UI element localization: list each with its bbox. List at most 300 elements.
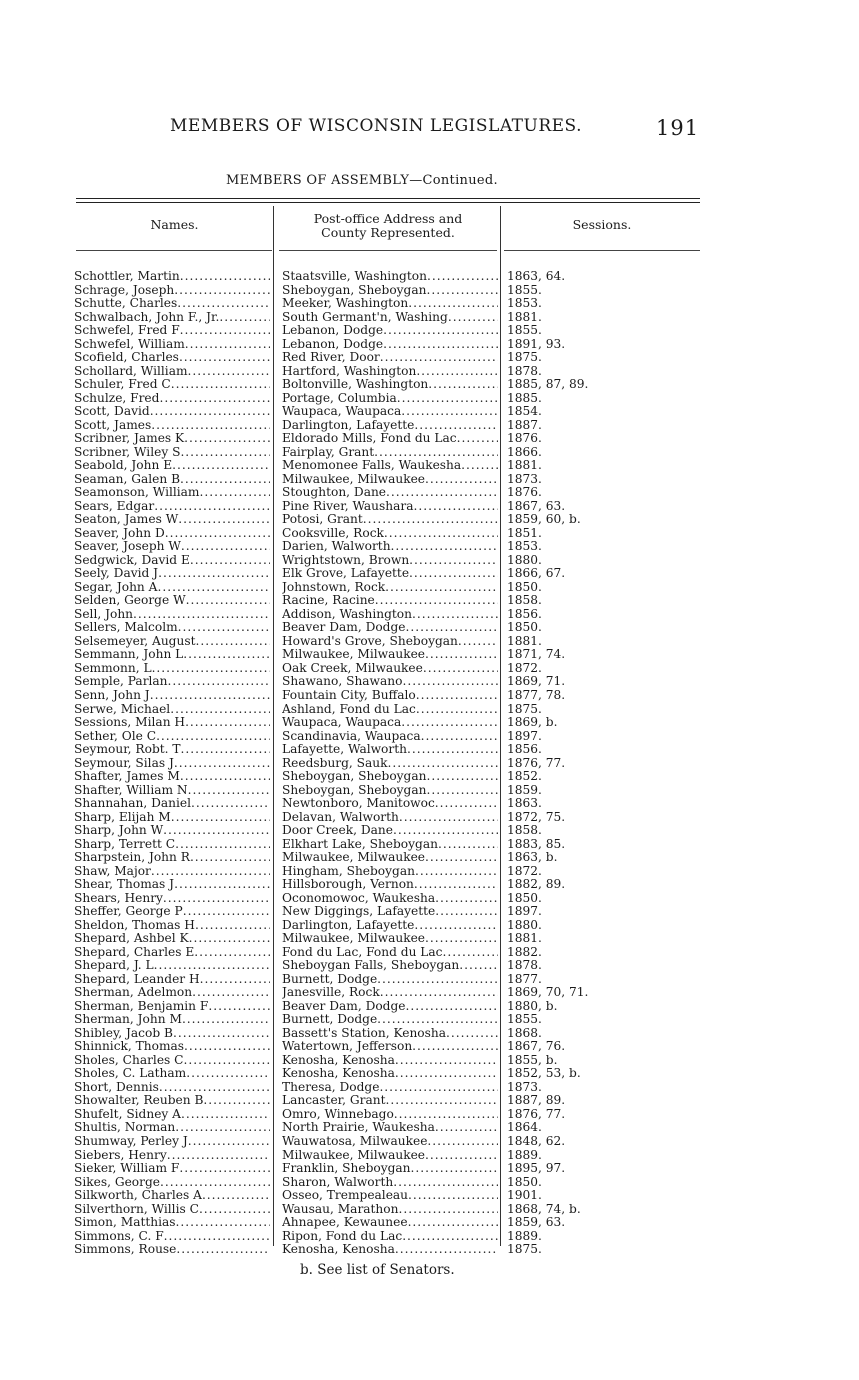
member-address: Milwaukee, Milwaukee ..... — [282, 473, 498, 487]
member-address: Janesville, Rock ..... — [282, 986, 498, 1000]
member-name: Shepard, Leander H ..... — [74, 973, 270, 987]
table-row — [74, 1013, 704, 1027]
member-address: South Germant'n, Washing ..... — [282, 311, 498, 325]
member-sessions: 1895, 97. — [507, 1162, 566, 1176]
member-sessions: 1876. — [507, 432, 542, 446]
member-name: Senn, John J ..... — [74, 689, 270, 703]
table-row — [74, 297, 704, 311]
member-address: Franklin, Sheboygan ..... — [282, 1162, 498, 1176]
member-address: Ahnapee, Kewaunee ..... — [282, 1216, 498, 1230]
member-name: Shaw, Major ..... — [74, 865, 270, 879]
table-row — [74, 473, 704, 487]
header-underline-names — [76, 250, 272, 251]
page-number: 191 — [656, 116, 700, 140]
member-sessions: 1877, 78. — [507, 688, 566, 702]
member-name: Sheldon, Thomas H ..... — [74, 919, 270, 933]
table-row — [74, 378, 704, 392]
table-row — [74, 824, 704, 838]
member-address: Elk Grove, Lafayette ..... — [282, 567, 498, 581]
table-row — [74, 675, 704, 689]
member-address: Waupaca, Waupaca ..... — [282, 405, 498, 419]
member-name: Schuler, Fred C ..... — [74, 378, 270, 392]
member-address: Hillsborough, Vernon ..... — [282, 878, 498, 892]
member-name: Sessions, Milan H ..... — [74, 716, 270, 730]
member-address: Osseo, Trempealeau ..... — [282, 1189, 498, 1203]
member-sessions: 1848, 62. — [507, 1135, 566, 1148]
member-name: Seaver, John D ..... — [74, 527, 270, 541]
member-address: Kenosha, Kenosha ..... — [282, 1067, 498, 1081]
member-name: Sellers, Malcolm ..... — [74, 621, 270, 635]
member-sessions: 1850. — [507, 891, 542, 905]
member-name: Sedgwick, David E ..... — [74, 554, 270, 568]
table-row — [74, 1230, 704, 1244]
member-sessions: 1863, b. — [507, 851, 558, 865]
member-sessions: 1855, b. — [507, 1053, 558, 1067]
member-address: Boltonville, Washington ..... — [282, 378, 498, 392]
member-address: Racine, Racine ..... — [282, 594, 498, 608]
table-row — [74, 1162, 704, 1176]
member-name: Semple, Parlan ..... — [74, 675, 270, 689]
member-address: Addison, Washington ..... — [282, 608, 498, 622]
table-subtitle: MEMBERS OF ASSEMBLY—Continued. — [226, 173, 498, 188]
member-sessions: 1866. — [507, 445, 542, 459]
table-row — [74, 865, 704, 879]
member-sessions: 1856. — [507, 607, 542, 621]
member-name: Seaver, Joseph W ..... — [74, 540, 270, 554]
table-row — [74, 270, 704, 284]
member-name: Shufelt, Sidney A ..... — [74, 1108, 270, 1122]
table-row — [74, 500, 704, 514]
member-address: Red River, Door ..... — [282, 351, 498, 365]
header-underline-sessions — [504, 250, 700, 251]
member-sessions: 1876. — [507, 486, 542, 500]
member-name: Shumway, Perley J ..... — [74, 1135, 270, 1149]
member-name: Shepard, J. L ..... — [74, 959, 270, 973]
member-name: Shears, Henry ..... — [74, 892, 270, 906]
table-row — [74, 459, 704, 473]
member-sessions: 1889. — [507, 1148, 542, 1162]
table-row — [74, 946, 704, 960]
member-address: Lebanon, Dodge ..... — [282, 324, 498, 338]
table-row — [74, 784, 704, 798]
member-address: Burnett, Dodge ..... — [282, 1013, 498, 1027]
table-row — [74, 621, 704, 635]
table-row — [74, 811, 704, 825]
table-row — [74, 1135, 704, 1149]
column-header-address — [278, 212, 498, 240]
member-sessions: 1875. — [507, 1243, 542, 1257]
table-row — [74, 486, 704, 500]
member-name: Schwefel, Fred F ..... — [74, 324, 270, 338]
table-row — [74, 919, 704, 933]
member-sessions: 1863. — [507, 797, 542, 811]
member-name: Shultis, Norman ..... — [74, 1121, 270, 1135]
table-row — [74, 1081, 704, 1095]
member-name: Sharpstein, John R ..... — [74, 851, 270, 865]
member-sessions: 1877. — [507, 972, 542, 986]
member-sessions: 1887. — [507, 418, 542, 432]
member-name: Selden, George W ..... — [74, 594, 270, 608]
member-sessions: 1871, 74. — [507, 648, 566, 662]
member-address: Ashland, Fond du Lac ..... — [282, 703, 498, 717]
member-name: Schutte, Charles ..... — [74, 297, 270, 311]
member-name: Segar, John A ..... — [74, 581, 270, 595]
table-row — [74, 851, 704, 865]
member-address: Reedsburg, Sauk ..... — [282, 757, 498, 771]
member-address: Lebanon, Dodge ..... — [282, 338, 498, 352]
table-row — [74, 554, 704, 568]
member-sessions: 1869, b. — [507, 716, 558, 730]
member-name: Showalter, Reuben B ..... — [74, 1094, 270, 1108]
table-row — [74, 662, 704, 676]
member-address: Darien, Walworth ..... — [282, 540, 498, 554]
member-sessions: 1878. — [507, 364, 542, 378]
member-sessions: 1867, 63. — [507, 499, 566, 513]
table-row — [74, 892, 704, 906]
member-name: Scofield, Charles ..... — [74, 351, 270, 365]
header-rule-bottom — [76, 202, 700, 203]
table-row — [74, 743, 704, 757]
member-name: Semmonn, L ..... — [74, 662, 270, 676]
member-name: Sharp, John W ..... — [74, 824, 270, 838]
member-name: Semmann, John L ..... — [74, 648, 270, 662]
member-name: Seabold, John E ..... — [74, 459, 270, 473]
member-name: Shinnick, Thomas ..... — [74, 1040, 270, 1054]
table-row — [74, 973, 704, 987]
table-row — [74, 838, 704, 852]
table-row — [74, 1000, 704, 1014]
member-address: Sheboygan, Sheboygan ..... — [282, 284, 498, 298]
member-sessions: 1876, 77. — [507, 1107, 566, 1121]
member-sessions: 1881. — [507, 310, 542, 324]
table-row — [74, 513, 704, 527]
table-row — [74, 419, 704, 433]
member-sessions: 1855. — [507, 283, 542, 297]
member-address: Oconomowoc, Waukesha ..... — [282, 892, 498, 906]
member-sessions: 1875. — [507, 702, 542, 716]
table-row — [74, 324, 704, 338]
member-name: Seamonson, William ..... — [74, 486, 270, 500]
table-row — [74, 1243, 704, 1257]
member-address: Sheboygan, Sheboygan ..... — [282, 784, 498, 798]
table-row — [74, 1094, 704, 1108]
member-address: Oak Creek, Milwaukee ..... — [282, 662, 498, 676]
table-row — [74, 689, 704, 703]
member-sessions: 1854. — [507, 405, 542, 419]
member-address: Eldorado Mills, Fond du Lac ..... — [282, 432, 498, 446]
member-address: Waupaca, Waupaca ..... — [282, 716, 498, 730]
member-name: Schottler, Martin ..... — [74, 270, 270, 284]
table-row — [74, 608, 704, 622]
table-row — [74, 797, 704, 811]
member-sessions: 1873. — [507, 472, 542, 486]
member-sessions: 1897. — [507, 905, 542, 919]
header-underline-address — [279, 250, 497, 251]
table-row — [74, 446, 704, 460]
member-sessions: 1868, 74, b. — [507, 1202, 581, 1216]
member-name: Simmons, C. F ..... — [74, 1230, 270, 1244]
member-sessions: 1881. — [507, 932, 542, 946]
member-sessions: 1880. — [507, 553, 542, 567]
member-address: Bassett's Station, Kenosha ..... — [282, 1027, 498, 1041]
table-row — [74, 716, 704, 730]
member-address: Fountain City, Buffalo ..... — [282, 689, 498, 703]
member-address: Hartford, Washington ..... — [282, 365, 498, 379]
table-row — [74, 432, 704, 446]
table-row — [74, 594, 704, 608]
member-sessions: 1855. — [507, 1013, 542, 1027]
member-address: Darlington, Lafayette ..... — [282, 919, 498, 933]
member-name: Sikes, George ..... — [74, 1176, 270, 1190]
member-sessions: 1878. — [507, 959, 542, 973]
member-address: Cooksville, Rock ..... — [282, 527, 498, 541]
table-row — [74, 1216, 704, 1230]
member-sessions: 1853. — [507, 540, 542, 554]
member-name: Silkworth, Charles A ..... — [74, 1189, 270, 1203]
member-name: Schwefel, William ..... — [74, 338, 270, 352]
member-address: Milwaukee, Milwaukee ..... — [282, 1149, 498, 1163]
member-name: Short, Dennis ..... — [74, 1081, 270, 1095]
member-name: Sether, Ole C ..... — [74, 730, 270, 744]
member-name: Schollard, William ..... — [74, 365, 270, 379]
member-name: Sholes, Charles C ..... — [74, 1054, 270, 1068]
member-sessions: 1897. — [507, 729, 542, 743]
member-sessions: 1881. — [507, 634, 542, 648]
member-address: Milwaukee, Milwaukee ..... — [282, 851, 498, 865]
member-sessions: 1859, 60, b. — [507, 513, 581, 527]
member-name: Scribner, Wiley S ..... — [74, 446, 270, 460]
member-sessions: 1850. — [507, 580, 542, 594]
member-sessions: 1869, 70, 71. — [507, 986, 589, 1000]
member-sessions: 1852, 53, b. — [507, 1067, 581, 1081]
member-name: Shafter, James M ..... — [74, 770, 270, 784]
member-address: Milwaukee, Milwaukee ..... — [282, 648, 498, 662]
member-name: Shear, Thomas J ..... — [74, 878, 270, 892]
member-name: Schrage, Joseph ..... — [74, 284, 270, 298]
member-name: Shibley, Jacob B ..... — [74, 1027, 270, 1041]
member-address: Sheboygan Falls, Sheboygan ..... — [282, 959, 498, 973]
member-sessions: 1872. — [507, 864, 542, 878]
member-name: Schulze, Fred ..... — [74, 392, 270, 406]
member-name: Shafter, William N ..... — [74, 784, 270, 798]
member-address: Staatsville, Washington ..... — [282, 270, 498, 284]
table-row — [74, 932, 704, 946]
member-sessions: 1875. — [507, 351, 542, 365]
member-sessions: 1859. — [507, 783, 542, 797]
member-address: Pine River, Waushara ..... — [282, 500, 498, 514]
column-header-address-line2: County Represented. — [321, 225, 455, 240]
table-row — [74, 730, 704, 744]
member-sessions: 1880. — [507, 918, 542, 932]
table-row — [74, 1054, 704, 1068]
member-sessions: 1863, 64. — [507, 270, 566, 283]
table-row — [74, 567, 704, 581]
member-address: Lafayette, Walworth ..... — [282, 743, 498, 757]
member-sessions: 1859, 63. — [507, 1216, 566, 1230]
member-name: Selsemeyer, August ..... — [74, 635, 270, 649]
member-address: Fond du Lac, Fond du Lac ..... — [282, 946, 498, 960]
column-header-sessions: Sessions. — [572, 217, 632, 232]
table-row — [74, 648, 704, 662]
member-name: Shepard, Charles E ..... — [74, 946, 270, 960]
member-address: Hingham, Sheboygan ..... — [282, 865, 498, 879]
table-row — [74, 757, 704, 771]
member-sessions: 1867, 76. — [507, 1040, 566, 1054]
member-address: Milwaukee, Milwaukee ..... — [282, 932, 498, 946]
member-name: Sheffer, George P ..... — [74, 905, 270, 919]
table-row — [74, 1040, 704, 1054]
member-sessions: 1885. — [507, 391, 542, 405]
table-row — [74, 1108, 704, 1122]
member-sessions: 1901. — [507, 1189, 542, 1203]
member-name: Scott, James ..... — [74, 419, 270, 433]
running-title: MEMBERS OF WISCONSIN LEGISLATURES. — [170, 116, 583, 136]
member-name: Serwe, Michael ..... — [74, 703, 270, 717]
member-name: Simmons, Rouse ..... — [74, 1243, 270, 1257]
member-address: North Prairie, Waukesha ..... — [282, 1121, 498, 1135]
member-sessions: 1858. — [507, 824, 542, 838]
table-row — [74, 338, 704, 352]
member-address: Scandinavia, Waupaca ..... — [282, 730, 498, 744]
member-name: Siebers, Henry ..... — [74, 1149, 270, 1163]
table-row — [74, 1203, 704, 1217]
member-address: Delavan, Walworth ..... — [282, 811, 498, 825]
member-sessions: 1882, 89. — [507, 878, 566, 892]
table-row — [74, 635, 704, 649]
table-row — [74, 1189, 704, 1203]
member-name: Sherman, Adelmon ..... — [74, 986, 270, 1000]
member-address: Kenosha, Kenosha ..... — [282, 1243, 498, 1257]
table-row — [74, 1067, 704, 1081]
member-address: Menomonee Falls, Waukesha ..... — [282, 459, 498, 473]
member-sessions: 1883, 85. — [507, 837, 566, 851]
member-name: Shepard, Ashbel K ..... — [74, 932, 270, 946]
member-name: Sears, Edgar ..... — [74, 500, 270, 514]
member-sessions: 1885, 87, 89. — [507, 378, 589, 392]
table-row — [74, 986, 704, 1000]
member-address: Fairplay, Grant ..... — [282, 446, 498, 460]
member-list — [74, 270, 704, 1257]
member-sessions: 1887, 89. — [507, 1094, 566, 1108]
member-sessions: 1858. — [507, 594, 542, 608]
member-sessions: 1851. — [507, 526, 542, 540]
member-name: Shannahan, Daniel ..... — [74, 797, 270, 811]
table-row — [74, 703, 704, 717]
table-row — [74, 365, 704, 379]
table-row — [74, 351, 704, 365]
footnote: b. See list of Senators. — [300, 1262, 455, 1278]
member-name: Seymour, Silas J ..... — [74, 757, 270, 771]
column-header-address-line1: Post-office Address and — [313, 211, 463, 226]
member-address: Wrightstown, Brown ..... — [282, 554, 498, 568]
member-name: Scott, David ..... — [74, 405, 270, 419]
member-address: Burnett, Dodge ..... — [282, 973, 498, 987]
member-address: Darlington, Lafayette ..... — [282, 419, 498, 433]
member-name: Sherman, John M ..... — [74, 1013, 270, 1027]
member-address: Shawano, Shawano ..... — [282, 675, 498, 689]
table-row — [74, 1149, 704, 1163]
member-name: Simon, Matthias ..... — [74, 1216, 270, 1230]
table-row — [74, 878, 704, 892]
member-name: Silverthorn, Willis C ..... — [74, 1203, 270, 1217]
member-name: Sherman, Benjamin F ..... — [74, 1000, 270, 1014]
member-address: Stoughton, Dane ..... — [282, 486, 498, 500]
table-row — [74, 405, 704, 419]
table-row — [74, 1176, 704, 1190]
member-sessions: 1853. — [507, 297, 542, 311]
member-address: Watertown, Jefferson ..... — [282, 1040, 498, 1054]
member-sessions: 1855. — [507, 324, 542, 338]
table-row — [74, 1027, 704, 1041]
member-address: Door Creek, Dane ..... — [282, 824, 498, 838]
member-name: Seely, David J ..... — [74, 567, 270, 581]
table-row — [74, 905, 704, 919]
member-sessions: 1852. — [507, 770, 542, 784]
table-row — [74, 770, 704, 784]
member-name: Seaman, Galen B ..... — [74, 473, 270, 487]
member-name: Seymour, Robt. T ..... — [74, 743, 270, 757]
member-sessions: 1880, b. — [507, 999, 558, 1013]
member-sessions: 1869, 71. — [507, 675, 566, 689]
member-address: Howard's Grove, Sheboygan ..... — [282, 635, 498, 649]
member-address: Potosi, Grant ..... — [282, 513, 498, 527]
member-address: New Diggings, Lafayette ..... — [282, 905, 498, 919]
member-address: Johnstown, Rock ..... — [282, 581, 498, 595]
table-row — [74, 527, 704, 541]
header-rule-top — [76, 198, 700, 199]
member-sessions: 1889. — [507, 1229, 542, 1243]
member-address: Beaver Dam, Dodge ..... — [282, 1000, 498, 1014]
member-sessions: 1881. — [507, 459, 542, 473]
member-name: Sieker, William F ..... — [74, 1162, 270, 1176]
member-sessions: 1868. — [507, 1026, 542, 1040]
table-row — [74, 959, 704, 973]
table-row — [74, 581, 704, 595]
member-address: Lancaster, Grant ..... — [282, 1094, 498, 1108]
member-address: Sheboygan, Sheboygan ..... — [282, 770, 498, 784]
member-address: Theresa, Dodge ..... — [282, 1081, 498, 1095]
member-name: Schwalbach, John F., Jr. ..... — [74, 311, 270, 325]
member-address: Kenosha, Kenosha ..... — [282, 1054, 498, 1068]
member-address: Wauwatosa, Milwaukee ..... — [282, 1135, 498, 1149]
member-address: Sharon, Walworth ..... — [282, 1176, 498, 1190]
member-address: Meeker, Washington ..... — [282, 297, 498, 311]
member-sessions: 1872, 75. — [507, 810, 566, 824]
member-sessions: 1876, 77. — [507, 756, 566, 770]
column-header-names: Names. — [150, 217, 199, 232]
member-sessions: 1864. — [507, 1121, 542, 1135]
member-name: Sharp, Terrett C ..... — [74, 838, 270, 852]
member-sessions: 1882. — [507, 945, 542, 959]
member-address: Ripon, Fond du Lac ..... — [282, 1230, 498, 1244]
member-sessions: 1866, 67. — [507, 567, 566, 581]
member-address: Wausau, Marathon ..... — [282, 1203, 498, 1217]
member-address: Newtonboro, Manitowoc ..... — [282, 797, 498, 811]
member-name: Sell, John ..... — [74, 608, 270, 622]
table-row — [74, 284, 704, 298]
member-sessions: 1872. — [507, 661, 542, 675]
member-name: Sharp, Elijah M ..... — [74, 811, 270, 825]
member-sessions: 1850. — [507, 621, 542, 635]
table-row — [74, 1121, 704, 1135]
member-address: Omro, Winnebago ..... — [282, 1108, 498, 1122]
table-row — [74, 392, 704, 406]
member-address: Beaver Dam, Dodge ..... — [282, 621, 498, 635]
member-address: Elkhart Lake, Sheboygan ..... — [282, 838, 498, 852]
member-name: Sholes, C. Latham ..... — [74, 1067, 270, 1081]
table-row — [74, 540, 704, 554]
member-name: Seaton, James W ..... — [74, 513, 270, 527]
